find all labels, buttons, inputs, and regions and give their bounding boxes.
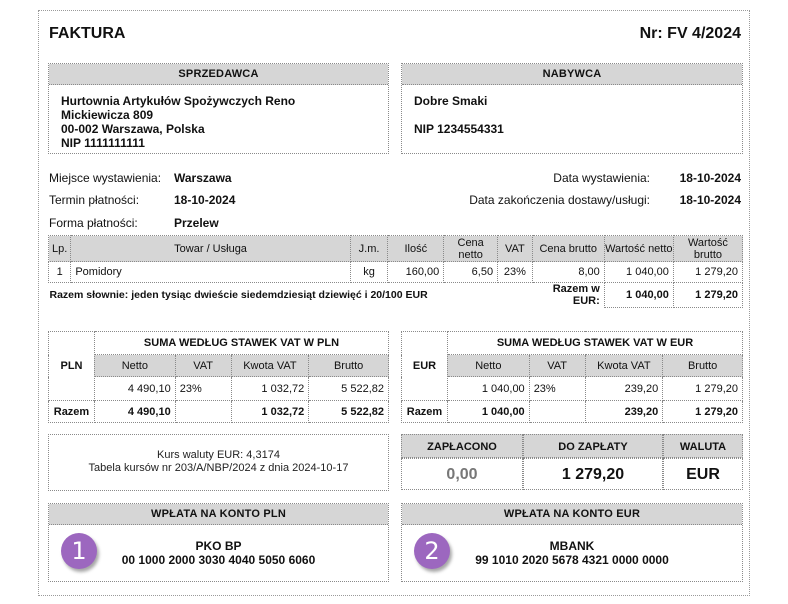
total-gross: 1 279,20 [673,283,742,308]
method-label: Forma płatności: [49,216,138,230]
table-row [49,377,389,401]
exchange-table: Tabela kursów nr 203/A/NBP/2024 z dnia 2024-10-17 [88,462,349,474]
account-eur-details [402,525,742,567]
vat-eur-col-vat: Kwota VAT [585,355,663,377]
col-qty: Ilość [388,236,444,262]
vat-pln-net: 4 490,10 [94,377,175,401]
vat-pln-col-net: Netto [94,355,175,377]
currency-label: WALUTA [663,434,743,458]
delivery-label: Data zakończenia dostawy/usługi: [469,193,650,207]
vat-eur-total-gross: 1 279,20 [663,401,743,423]
exchange-rate: Kurs waluty EUR: 4,3174 [157,449,280,461]
place-label: Miejsce wystawienia: [49,171,162,185]
vat-eur-gross: 1 279,20 [663,377,743,401]
col-lp: Lp. [49,236,71,262]
item-qty: 160,00 [388,262,444,283]
method-value: Przelew [174,216,219,230]
due-amount-label: DO ZAPŁATY [523,434,663,458]
vat-eur-currency: EUR [402,332,448,401]
vat-eur-total-net: 1 040,00 [447,401,529,423]
invoice-number: Nr: FV 4/2024 [639,25,741,42]
seller-nip: NIP 1111111111 [61,136,145,150]
buyer-name: Dobre Smaki [414,94,488,108]
seller-heading: SPRZEDAWCA [49,64,388,85]
vat-eur-total-vat: 239,20 [585,401,663,423]
items-table [48,235,743,308]
item-unit: kg [350,262,388,283]
vat-eur-net: 1 040,00 [447,377,529,401]
place-value: Warszawa [174,171,232,185]
item-price-gross: 8,00 [532,262,604,283]
vat-eur-total-label: Razem [402,401,448,423]
item-value-gross: 1 279,20 [673,262,742,283]
vat-pln-col-rate: VAT [175,355,231,377]
buyer-details [402,85,742,145]
vat-eur-total-row [402,401,743,423]
buyer-nip: NIP 1234554331 [414,122,504,136]
vat-pln-total-row [49,401,389,423]
vat-summary-eur [401,331,743,423]
issue-label: Data wystawienia: [553,171,650,185]
due-label: Termin płatności: [49,193,140,207]
account-eur-bank: MBANK [549,539,595,553]
currency-value: EUR [663,458,743,490]
vat-pln-total-vat: 1 032,72 [231,401,309,423]
payment-summary [401,434,743,490]
issue-value: 18-10-2024 [679,171,741,185]
vat-pln-heading: SUMA WEDŁUG STAWEK VAT W PLN [94,332,388,355]
seller-box [48,63,389,154]
seller-name: Hurtownia Artykułów Spożywczych Reno [61,94,296,108]
col-unit: J.m. [350,236,388,262]
badge-1: 1 [61,533,97,569]
vat-eur-rate: 23% [529,377,585,401]
vat-pln-rate: 23% [175,377,231,401]
item-name: Pomidory [71,262,350,283]
item-value-net: 1 040,00 [604,262,673,283]
account-eur-heading: WPŁATA NA KONTO EUR [402,504,742,525]
col-name: Towar / Usługa [71,236,350,262]
item-lp: 1 [49,262,71,283]
table-row [49,262,743,283]
amount-in-words: Razem słownie: jeden tysiąc dwieście siedemdziesiąt dziewięć i 20/100 EUR [49,289,428,301]
buyer-box [401,63,743,154]
seller-street: Mickiewicza 809 [61,108,154,122]
vat-pln-total-label: Razem [49,401,95,423]
item-price-net: 6,50 [444,262,498,283]
due-amount-value: 1 279,20 [523,458,663,490]
vat-eur-heading: SUMA WEDŁUG STAWEK VAT W EUR [447,332,742,355]
account-pln-number: 00 1000 2000 3030 4040 5050 6060 [121,553,316,567]
col-vat: VAT [498,236,533,262]
vat-eur-col-net: Netto [447,355,529,377]
vat-pln-vat: 1 032,72 [231,377,309,401]
badge-2: 2 [414,533,450,569]
item-vat: 23% [498,262,533,283]
exchange-rate-box [48,434,389,491]
table-row [402,377,743,401]
account-pln-bank: PKO BP [195,539,242,553]
vat-eur-vat: 239,20 [585,377,663,401]
col-price-net: Cena netto [444,236,498,262]
items-header-row [49,236,743,262]
account-eur-box [401,503,743,582]
items-total-row [49,283,743,308]
total-net: 1 040,00 [604,283,673,308]
delivery-value: 18-10-2024 [679,193,741,207]
col-price-gross: Cena brutto [532,236,604,262]
vat-pln-currency: PLN [49,332,95,401]
due-value: 18-10-2024 [174,193,236,207]
vat-pln-total-net: 4 490,10 [94,401,175,423]
vat-pln-gross: 5 522,82 [309,377,389,401]
vat-summary-pln [48,331,389,423]
buyer-heading: NABYWCA [402,64,742,85]
account-pln-heading: WPŁATA NA KONTO PLN [49,504,388,525]
account-pln-details [49,525,388,567]
vat-pln-total-gross: 5 522,82 [309,401,389,423]
account-eur-number: 99 1010 2020 5678 4321 0000 0000 [475,553,669,567]
seller-details [49,85,388,159]
col-value-gross: Wartość brutto [673,236,742,262]
vat-eur-col-rate: VAT [529,355,585,377]
vat-eur-col-gross: Brutto [663,355,743,377]
invoice-title: FAKTURA [49,25,126,42]
total-label: Razem w EUR: [552,283,600,307]
col-value-net: Wartość netto [604,236,673,262]
seller-city: 00-002 Warszawa, Polska [61,122,205,136]
paid-label: ZAPŁACONO [401,434,523,458]
paid-value: 0,00 [401,458,523,490]
vat-pln-col-gross: Brutto [309,355,389,377]
vat-pln-col-vat: Kwota VAT [231,355,309,377]
account-pln-box [48,503,389,582]
